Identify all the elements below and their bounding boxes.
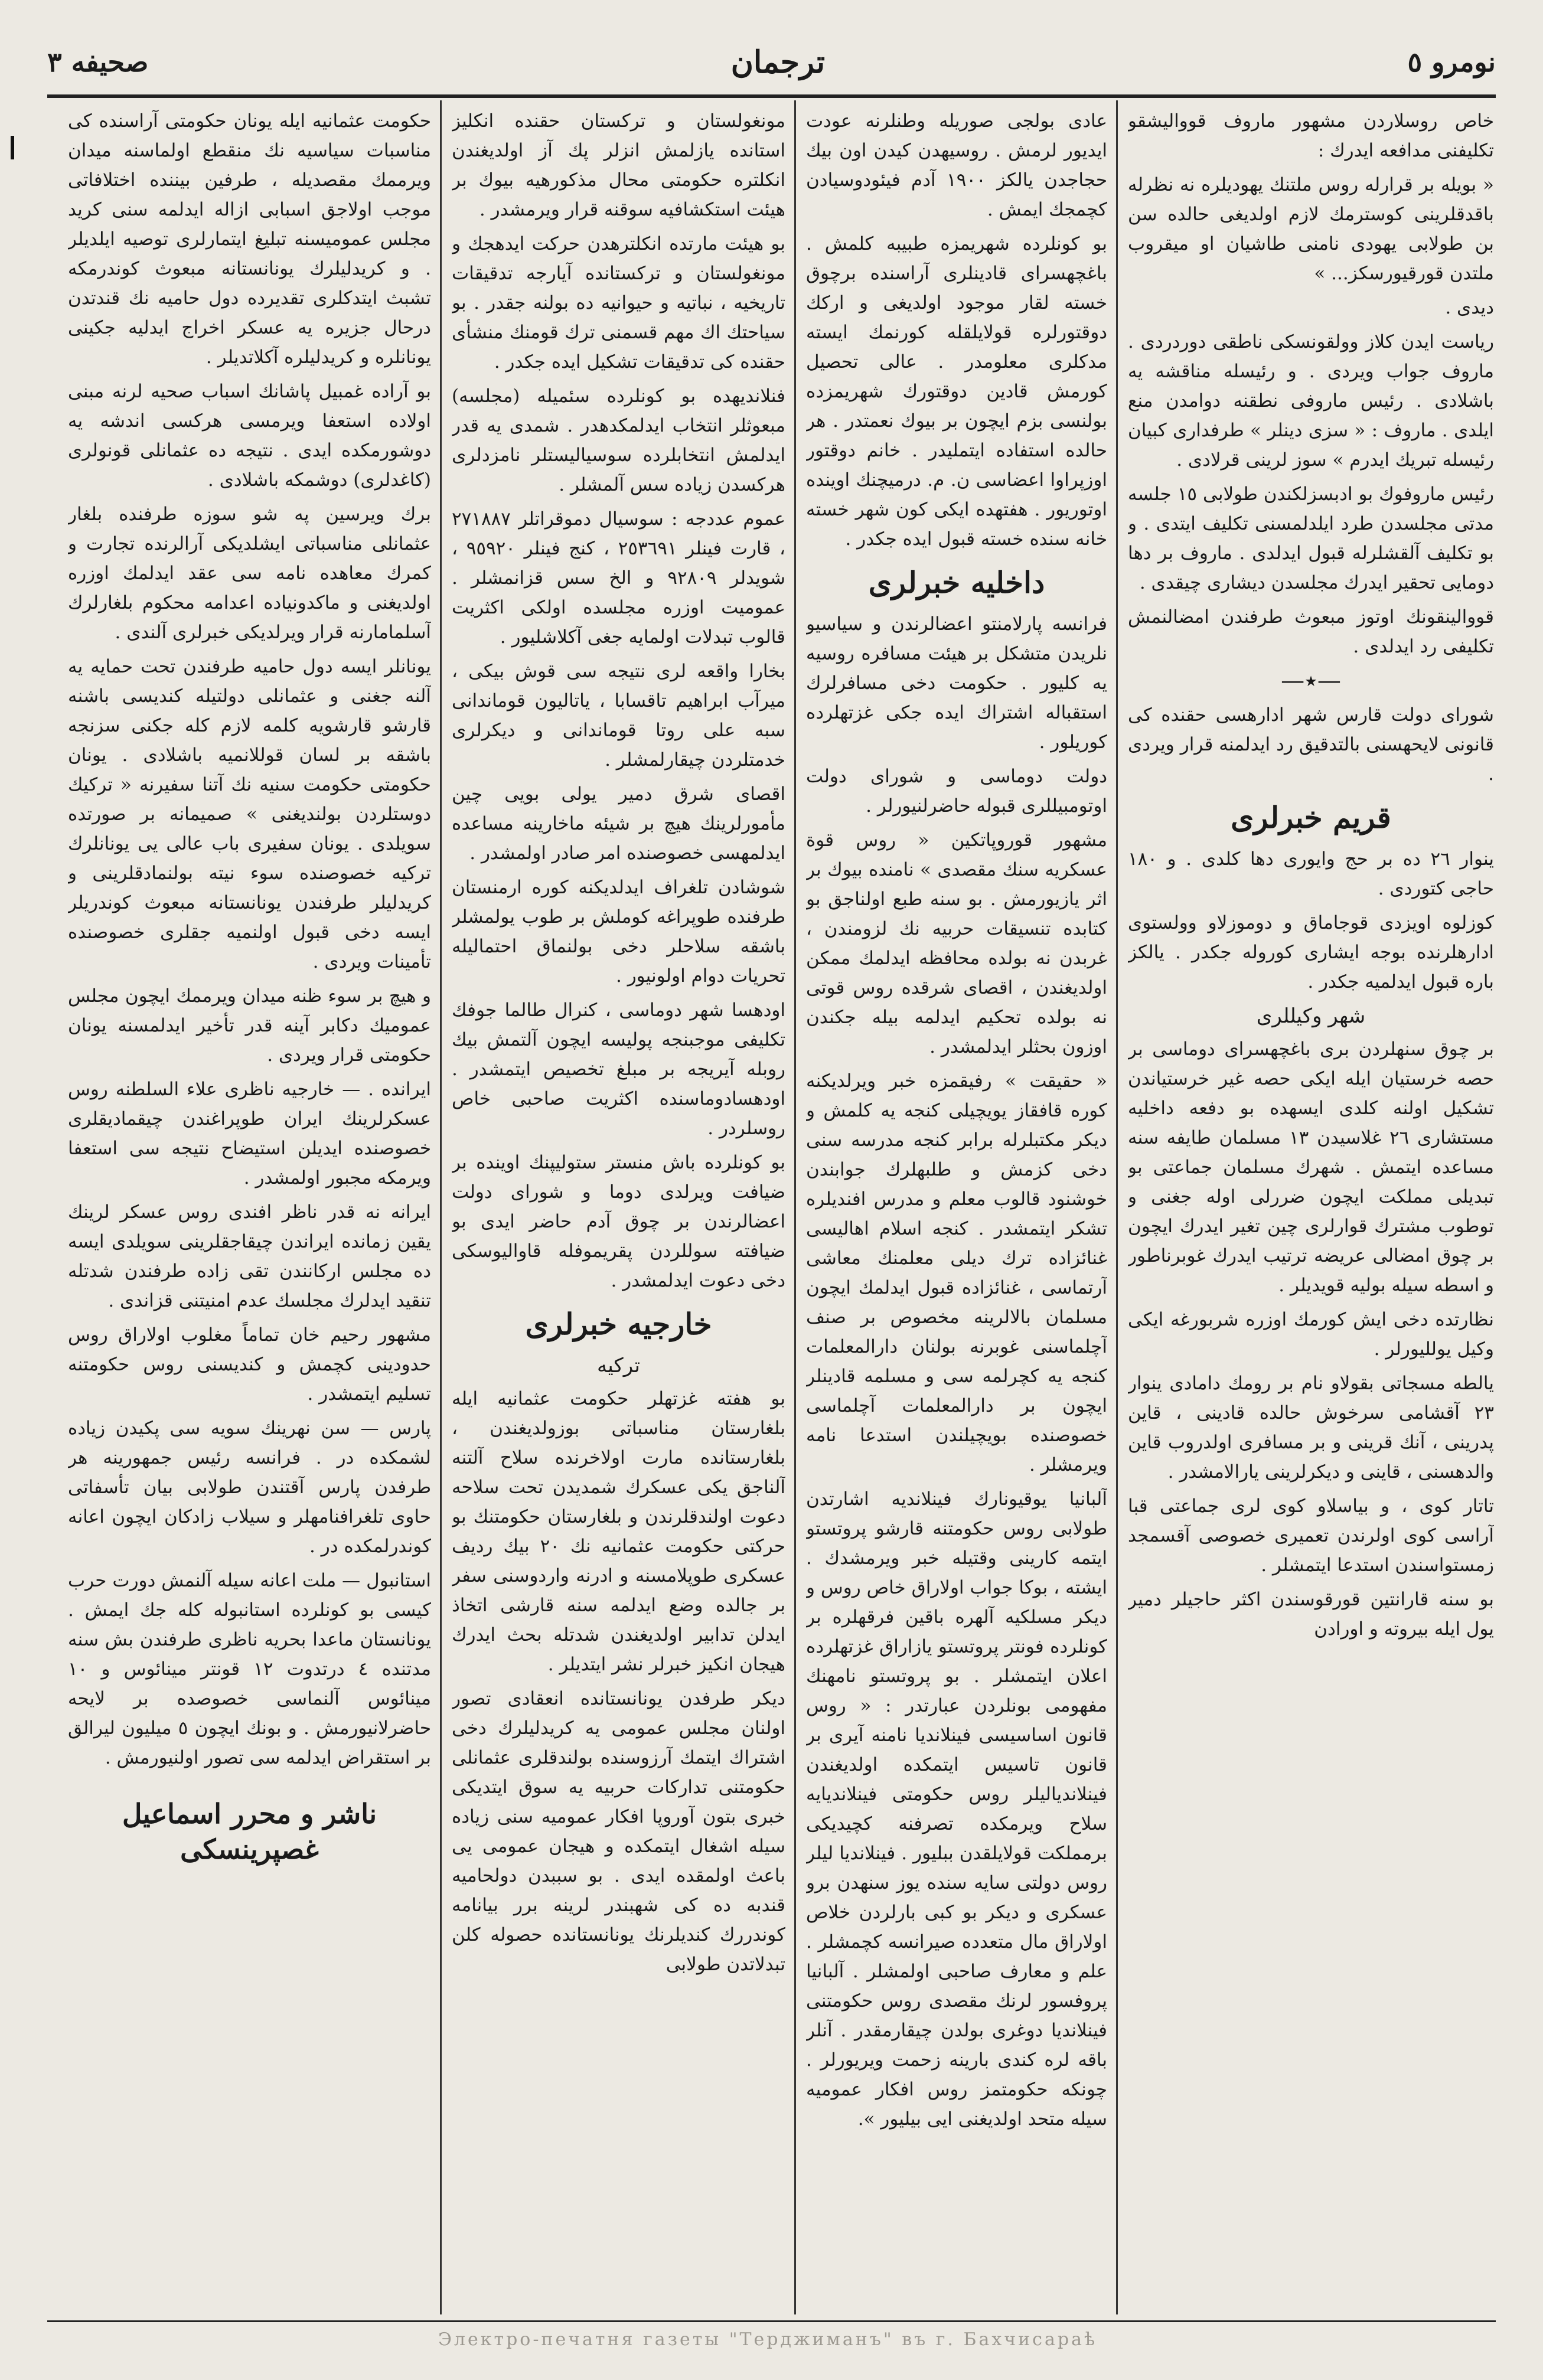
- paragraph: مشهور قوروپاتكين « روس قوة عسكريه سنك مقصدى » نامنده بيوك بر اثر يازيورمش . بو سنه طبع اولناجق بو كتابده تنسيقات حربيه نك لزومندن ، غربدن نه بولده محافظه ايدلمك ممكن اولديغندن ، اقصاى شرقده روس قوتى نه بولده تحكيم ايدلمه بيله جكندن اوزون بحثلر ايدلمشدر .: [806, 830, 1107, 1057]
- column-divider: [1116, 100, 1118, 2314]
- paragraph: تاتار كوى ، و بياسلاو كوى لرى جماعتى قبا آراسى كوى اولرندن تعميرى خصوصى آقسمجد زمستواسندن استدعا ايتمشلر .: [1128, 1496, 1494, 1576]
- masthead: [47, 32, 1496, 92]
- paragraph: نظارتده دخى ايش كورمك اوزره شربورغه ايكى وكيل يولليورلر .: [1128, 1309, 1494, 1360]
- footer-rule: [47, 2320, 1496, 2322]
- paragraph: ايرانده . — خارجيه ناظرى علاء السلطنه روس عسكرلرينك ايران طوپراغندن چيقماديقلرى خصوصنده ايديلن استيضاح نتيجه سى استعفا ويرمكه مجبور اولمشدر .: [68, 1079, 431, 1189]
- paragraph: آلبانيا يوقيونارك فينلانديه اشارتدن طولابى روس حكومتنه قارشو پروتستو ايتمه كارينى وقتيله خبر ويرمشدك . ايشته ، بوكا جواب اولاراق خاص روس و ديكر مسلكيه آلهره باقين فرقهلره بر كونلرده فونتر پروتستو يازاراق غزتهلرده اعلان ايتمشلر . بو پروتستو نامهنك مفهومى بونلردن عبارتدر : « روس قانون اساسيسى فينلانديا نامنه آيرى بر قانون تاسيس ايتمكده اولديغندن فينلاندياليلر روس حكومتى فينلانديايه سلاح ويرمكده تصرفنه كچيديكى برمملكت قولايلقدن ببليور . فينلانديا ليلر روس دولتى سايه سنده يوز سنهدن برو عسكرى و ديكر بو كبى بارلردن خلاص اولاراق مال متعدده صيرانسه كچمشلر . علم و معارف صاحبى اولمشلر . آلبانيا پروفسور لرنك مقصدى روس حكومتنى فينلانديا دوغرى بولدن چيقارمقدر . آنلر باقه لره كندى بارينه زحمت ويريورلر . چونكه حكومتمز روس افكار عموميه سيله متحد اولديغنى ايى بيليور ».: [806, 1488, 1107, 2130]
- margin-mark: [11, 136, 14, 159]
- paragraph: اودهسا شهر دوماسى ، كنرال طالما جوفك تكليفى موجبنجه پوليسه ايچون آلتمش بيك روبله آيريجه بر مبلغ تخصيص ايتمشدر . اودهسادوماسنده اكثريت صاحبى خاص روسلردر .: [452, 1000, 785, 1139]
- column-divider: [794, 100, 796, 2314]
- paragraph: حكومت عثمانيه ايله يونان حكومتى آراسنده كى مناسبات سياسيه نك منقطع اولماسنه ميدان ويرممك مقصديله ، طرفين بيننده اختلافاتى موجب اولاجق اسبابى ازاله ايدلمه سنى كريد مجلس عموميسنه تبليغ ايتمارلرى توصيه ايلديلر . و كريدليلرك يونانستانه مبعوث كوندرمكه تشبث ايتدكلرى تقديرده دول حاميه نك قندتدن درحال جزيره يه عسكر اخراج ايدليه جكينى يونانلره و كريدليلره آكلاتديلر .: [68, 110, 431, 368]
- paragraph: رياست ايدن كلاز وولقونسكى ناطقى دوردردى . ماروف جواب ويردى . و رئيسله مناقشه يه باشلادى . رئيس ماروفى نطقنه دوامدن منع ايلدى . ماروف : « سزى دينلر » طرفدارى كبيان رئيسله تبريك ايدرم » سوز لرينى قرلادى .: [1128, 331, 1494, 471]
- paragraph: بخارا واقعه لرى نتيجه سى قوش بيكى ، ميرآب ابراهيم تاقسابا ، ياتاليون قوماندانى سبه على روتا قوماندانى و ديكرلرى خدمتلردن چيقارلمشلر .: [452, 661, 785, 771]
- paragraph: بو كونلرده باش منستر ستوليپنك اوينده بر ضيافت ويرلدى دوما و شوراى دولت اعضالرندن بر چوق آدم حاضر ايدى بو ضيافته سوللردن پقريموفله قاواليوسكى دخى دعوت ايدلمشدر .: [452, 1152, 785, 1291]
- paragraph: « بويله بر قرارله روس ملتنك يهوديلره نه نظرله باقدقلرينى كوسترمك لازم اولديغى حالده سن بن طولابى يهودى نامنى طاشيان او ميقروب ملتدن قورقيورسكز... »: [1128, 174, 1494, 284]
- paragraph: شوراى دولت قارس شهر ادارهسى حقنده كى قانونى لايحهسنى بالتدقيق رد ايدلمنه قرار ويردى .: [1128, 704, 1494, 785]
- paragraph: دولت دوماسى و شوراى دولت اوتومبيللرى قبوله حاضرلنيورلر .: [806, 766, 1107, 817]
- paragraph: رئيس ماروفوك بو ادبسزلكندن طولابى ١٥ جلسه مدتى مجلسدن طرد ايلدلمسنى تكليف ايتدى . و بو تكليف آلقشلرله قبول ايدلدى . ماروف بر دها دومايى تحقير ايدرك مجلسدن ديشارى چيقدى .: [1128, 484, 1494, 593]
- paragraph: كوزلوه اويزدى قوجاماق و دوموزلاو وولستوى ادارهلرنده بوجه ايشارى كوروله جكدر . يالكز باره قبول ايدلميه جكدر .: [1128, 912, 1494, 993]
- section-heading-domestic: داخليه خبرلرى: [868, 565, 1045, 600]
- publisher-signature: ناشر و محرر اسماعيل غصپرينسكى: [122, 1798, 377, 1865]
- paragraph: اقصاى شرق دمير يولى بويى چين مأمورلرينك هيچ بر شيئه ماخارينه مساعده ايدلمهسى خصوصنده امر صادر اولمشدر .: [452, 783, 785, 864]
- col1-top-paragraphs: [1128, 106, 1494, 661]
- column-1: [1128, 106, 1494, 2314]
- printer-imprint: Электро-печатня газеты "Терджиманъ" въ г. Бахчисараѣ: [438, 2329, 1098, 2350]
- masthead-rule: [47, 94, 1496, 98]
- section-heading-foreign: خارجيه خبرلرى: [525, 1307, 712, 1341]
- paragraph: بو سنه قارانتين قورقوسندن اكثر حاجيلر دمير يول ايله بيروته و اورادن: [1128, 1589, 1494, 1640]
- paragraph: استانبول — ملت اعانه سيله آلنمش دورت حرب كيسى بو كونلرده استانبوله كله جك ايمش . يونانستان ماعدا بحريه ناظرى طرفندن بش سنه مدتنده ٤ درتدوت ١٢ قونتر مينائوس و ١٠ مينائوس آلنماسى خصوصده بر لايحه حاضرلانيورمش . و بونك ايچون ٥ ميليون ليرالق بر استقراض ايدلمه سى تصور اولنيورمش .: [68, 1570, 431, 1768]
- paragraph: بو كونلرده شهريمزه طبيبه كلمش . باغچهسراى قادينلرى آراسنده برچوق خسته لقار موجود اولديغى و اركك دوقتورلره قولايلقله كورنمك ايسته مدكلرى معلومدر . عالى تحصيل كورمش قادين دوقتورك شهريمزده بولنسى بزم ايچون بر بيوك نعمتدر . هر حالده استفاده ايتمليدر . خانم دوقتور اوزپراوا اعضاسى ن. م. درميچنك اوينده اوتوريور . هفتهده ايكى كون شهر خسته خانه سنده خسته قبول ايده جكدر .: [806, 233, 1107, 550]
- paragraph: بو آراده غمبيل پاشانك اسباب صحيه لرنه مبنى اولاده استعفا ويرمسى هركسى اندشه يه دوشورمكده ايدى . نتيجه ده عثمانلى قونولرى (كاغدلرى) دوشمكه باشلادى .: [68, 381, 431, 491]
- paragraph: شوشادن تلغراف ايدلديكنه كوره ارمنستان طرفنده طوپراغه كوملش بر طوب يولمشلر باشقه سلاحلر دخى بولنماق احتماليله تحريات دوام اولونيور .: [452, 877, 785, 987]
- paragraph: عادى بولجى صوريله وطنلرنه عودت ايديور لرمش . روسيهدن كيدن اون بيك حجاجدن يالكز ١٩٠٠ آدم فيئودوسيادن كچمجك ايمش .: [806, 110, 1107, 220]
- paragraph: يونانلر ايسه دول حاميه طرفندن تحت حمايه يه آلنه جغنى و عثمانلى دولتيله كنديسى باشنه قارشو قارشويه كلمه لازم كله جكنى سزنجه باشقه بر لسان قوللانميه باشلادى . يونان حكومتى حكومت سنيه نك آتنا سفيرنه « تركيك دوستلردن بولنديغنى » صميمانه بر صورتده سويلدى . يونان سفيرى باب عالى يى يونانلرك تركيه خصوصنده سوء نيته بولنمادقلرينى و كريدليلر طرفندن يونانستانه مبعوث كوندريلر ايسه دخى قبول اولنميه جقلرى خصوصنده تأمينات ويردى .: [68, 656, 431, 972]
- paragraph: خاص روسلاردن مشهور ماروف قوواليشقو تكليفنى مدافعه ايدرك :: [1128, 110, 1494, 161]
- paper-title: ترجمان: [730, 44, 826, 80]
- column-3: [452, 106, 785, 2314]
- paragraph: و هيچ بر سوء ظنه ميدان ويرممك ايچون مجلس عموميك دكابر آينه قدر تأخير ايدلمسنه يونان حكومتى قرار ويردى .: [68, 985, 431, 1066]
- subheading-turkey: تركيه: [597, 1354, 640, 1377]
- section-heading-crimea: قريم خبرلرى: [1231, 800, 1391, 835]
- paragraph: فرانسه پارلامنتو اعضالرندن و سياسيو نلريدن متشكل بر هيئت مسافره روسيه يه كليور . حكومت دخى مسافرلرك استقباله اشتراك ايده جكى غزتهلرده كوريلور .: [806, 613, 1107, 753]
- column-4: [68, 106, 431, 2314]
- section-separator: —٭—: [1281, 667, 1341, 694]
- paragraph: مشهور رحيم خان تماماً مغلوب اولاراق روس حدودينى كچمش و كنديسنى روس حكومتنه تسليم ايتمشدر .: [68, 1324, 431, 1405]
- paragraph: بر چوق سنهلردن برى باغچهسراى دوماسى بر حصه خرستيان ايله ايكى حصه غير خرستياندن تشكيل اولنه كلدى ايسهده بو دفعه داخليه مستشارى ٢٦ غلاسيدن ١٣ مسلمان طايفه سنه مساعده ايتمش . شهرك مسلمان جماعتى بو تبديلى مملكت ايچون ضررلى اوله جغنى و توطوب مشترك قوارلرى چين تغير ايدرك ايچون بر چوق امضالى عريضه ترتيب ايدرك غوبرناطور و اسطه سيله بوليه قويديلر .: [1128, 1039, 1494, 1296]
- paragraph: بو هفته غزتهلر حكومت عثمانيه ايله بلغارستان مناسباتى بوزولديغندن ، بلغارستانده مارت اولاخرنده سلاح آلتنه آلناجق يكى عسكرك شمديدن تحت سلاحه دعوت اولندقلرندن و بلغارستان حكومتنك بو حركتى حكومت عثمانيه نك ٢٠ بيك رديف عسكرى طوپلامسنه و ادرنه واردوسنى سفر بر جالده وضع ايدلمه سنه قارشى اتخاذ ايدلن تدابير اولديغندن شدتله بحث ايدرك هيجان انكيز خبرلر نشر ايتديلر .: [452, 1388, 785, 1675]
- paragraph: ينوار ٢٦ ده بر حج وايورى دها كلدى . و ١٨٠ حاجى كتوردى .: [1128, 848, 1494, 899]
- column-2: [806, 106, 1107, 2314]
- subheading: شهر وكيللرى: [1256, 1004, 1366, 1028]
- paragraph: عموم عددجه : سوسيال دموقراتلر ٢٧١٨٨٧ ، قارت فينلر ٢٥٣٦٩١ ، كنج فينلر ٩٥٩٢٠ ، شويدلر ٩٢٨٠٩ و الخ سس قزانمشلر . عموميت اوزره مجلسده اولكى اكثريت قالوب تبدلات اولمايه جغى آكلاشليور .: [452, 508, 785, 648]
- issue-number: نومرو ٥: [1407, 46, 1496, 78]
- paragraph: « حقيقت » رفيقمزه خبر ويرلديكنه كوره قافقاز يويچيلى كنجه يه كلمش و ديكر مكتبلرله برابر كنجه مدرسه سنى دخى كزمش و طلبهلرك جوابندن خوشنود قالوب معلم و مدرس افنديلره تشكر ايتمشدر . كنجه اسلام اهاليسى غنائزاده ترك ديلى معلمنك معاشى آرتماسى ، غنائزاده قبول ايدلمك ايچون مسلمان بالالرينه مخصوص بر صنف آچلماسنى غوبرنه بولنان دارالمعلمات كنجه يه كچرلمه سى و مسلمه قادينلر ايچون بر دارالمعلمات آچلماسى خصوصنده بويچيلندن استدعا نامه ويرمشلر .: [806, 1070, 1107, 1475]
- paragraph: يالطه مسجاتى بقولاو نام بر رومك دامادى ينوار ٢٣ آقشامى سرخوش حالده قادينى ، قاين پدرينى ، آنك قرينى و بر مسافرى اولدروب قاين والدهسنى ، قاينى و ديكرلرينى يارالامشدر .: [1128, 1373, 1494, 1483]
- paragraph: ايرانه نه قدر ناظر افندى روس عسكر لرينك يقين زمانده ايراندن چيقاجقلرينى سويلدى ايسه ده مجلس اركانندن تقى زاده طرفندن شدتله تنقيد ايدلرك مجلسك عدم امنيتنى قزاندى .: [68, 1202, 431, 1311]
- paragraph: مونغولستان و تركستان حقنده انكليز استانده يازلمش انزلر پك آز اولديغندن انكلتره حكومتى محال مذكورهيه بيوك بر هيئت استكشافيه سوقنه قرار ويرمشدر .: [452, 110, 785, 220]
- paragraph: ديدى .: [1445, 297, 1494, 318]
- paragraph: پارس — سن نهرينك سويه سى پكيدن زياده لشمكده در . فرانسه رئيس جمهورينه هر طرفدن پارس آقتندن طولابى بيان تأسفاتى حاوى تلغرافنامهلر و سيلاب زادكان ايچون اعانه كوندرلمكده در .: [68, 1418, 431, 1557]
- paragraph: قووالينقونك اوتوز مبعوث طرفندن امضالنمش تكليفى رد ايدلدى .: [1128, 606, 1494, 657]
- page-number: صحيفه ٣: [47, 46, 149, 78]
- paragraph: فنلانديهده بو كونلرده سئميله (مجلسه) مبعوثلر انتخاب ايدلمكدهدر . شمدى يه قدر ايدلمش انتخابلرده سوسياليستلر نامزدلرى هركسدن زياده سس آلمشلر .: [452, 386, 785, 495]
- paragraph: بو هيئت مارتده انكلترهدن حركت ايدهجك و مونغولستان و تركستانده آيارجه تدقيقات تاريخيه ، نباتيه و حيوانيه ده بولنه جقدر . بو سياحتك اك مهم قسمنى ترك قومنك منشأى حقنده كى تدقيقات تشكيل ايده جكدر .: [452, 233, 785, 373]
- column-divider: [440, 100, 442, 2314]
- paragraph: ديكر طرفدن يونانستانده انعقادى تصور اولنان مجلس عمومى يه كريدليلرك دخى اشتراك ايتمك آرزوسنده بولندقلرى عثمانلى حكومتنى تداركات حربيه يه سوق ايتديكى خبرى بتون آوروپا افكار عموميه سنى زياده سيله اشغال ايتمكده و هيجان عمومى يى باعث اولمقده ايدى . بو سببدن دولحاميه قندبه ده كى شهبندر لرينه برر بيانامه كوندررك كنديلرنك يونانستانده حصوله كلن تبدلاتدن طولابى: [452, 1688, 785, 1975]
- paragraph: برك ويرسين په شو سوزه طرفنده بلغار عثمانلى مناسباتى ايشلديكى آرالرنده تجارت و كمرك معاهده نامه سى عقد ايدلمك اوزره اولديغنى و ماكدونياده اعدامه محكوم بلغارلرك آسلمامارنه قرار ويرلديكى خبرلرى آلندى .: [68, 504, 431, 643]
